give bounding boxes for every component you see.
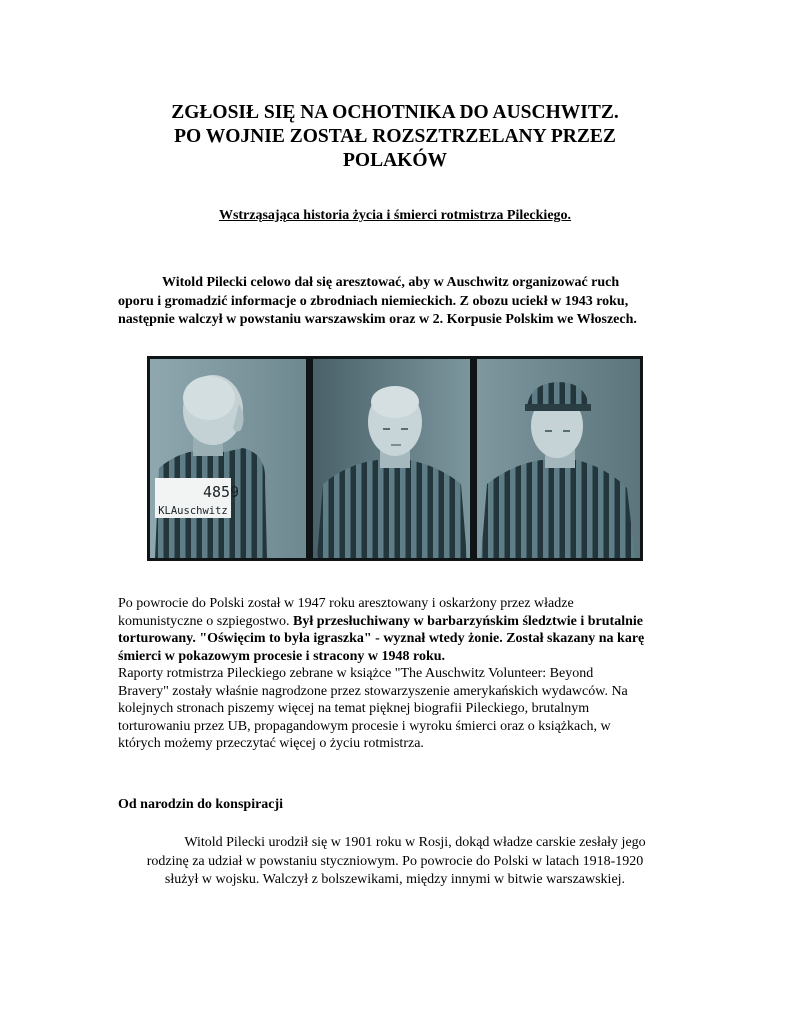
section-heading: Od narodzin do konspiracji [118,797,284,812]
body-line: Raporty rotmistrza Pileckiego zebrane w książce "The Auschwitz Volunteer: Beyond [118,666,594,681]
title-line: ZGŁOSIŁ SIĘ NA OCHOTNIKA DO AUSCHWITZ. [171,102,619,123]
birth-line: rodzinę za udział w powstaniu styczniowym. Po powrocie do Polski w latach 1918-1920 [146,853,644,869]
body-line [118,648,688,666]
birth-line: Witold Pilecki urodził się w 1901 roku w Rosji, dokąd władze carskie zesłały jego [184,835,646,850]
body-line: których możemy przeczytać więcej o życiu rotmistrza. [118,736,424,751]
body-text-bold: Był przesłuchiwany w barbarzyńskim śledztwie i brutalnie [292,613,643,629]
photo-panel-frontal [313,359,470,558]
intro-paragraph [118,274,678,330]
article-subtitle: Wstrząsająca historia życia i śmierci rotmistrza Pileckiego. [218,208,572,223]
body-line: kolejnych stronach piszemy więcej na temat pięknej biografii Pileckiego, brutalnym [118,701,590,716]
camp-label: KLAuschwitz [158,505,228,517]
body-line: Bravery" zostały właśnie nagrodzone przez stowarzyszenie amerykańskich wydawców. Na [118,683,628,699]
article-title [110,101,680,173]
body-line: torturowaniu przez UB, propagandowym procesie i wyroku śmierci oraz o książkach, w [118,718,611,734]
birth-line: służył w wojsku. Walczył z bolszewikami, między innymi w bitwie warszawskiej. [164,872,626,887]
body-text-bold: torturowany. "Oświęcim to była igraszka" - wyznał wtedy żonie. Został skazany na karę [118,631,645,646]
photo-panel-profile [150,359,306,558]
body-line [118,613,688,631]
body-line: Po powrocie do Polski został w 1947 roku aresztowany i oskarżony przez władze [118,596,574,611]
body-text [118,595,688,753]
intro-line: oporu i gromadzić informacje o zbrodniach niemieckich. Z obozu uciekł w 1943 roku, [118,293,629,309]
intro-line: następnie walczył w powstaniu warszawskim oraz w 2. Korpusie Polskim we Włoszech. [118,312,637,327]
title-line: POLAKÓW [342,150,447,171]
body-text-bold: śmierci w pokazowym procesie i stracony w 1948 roku. [118,648,446,664]
prisoner-number: 4859 [202,483,240,501]
photo-panel-with-cap [477,359,640,558]
prisoner-photo [147,356,643,561]
intro-line: Witold Pilecki celowo dał się aresztować, aby w Auschwitz organizować ruch [162,275,620,290]
birth-paragraph [100,834,690,890]
title-line: PO WOJNIE ZOSTAŁ ROZSZTRZELANY PRZEZ [174,126,616,147]
body-line [118,630,688,648]
body-text-plain: komunistyczne o szpiegostwo. [118,613,293,629]
